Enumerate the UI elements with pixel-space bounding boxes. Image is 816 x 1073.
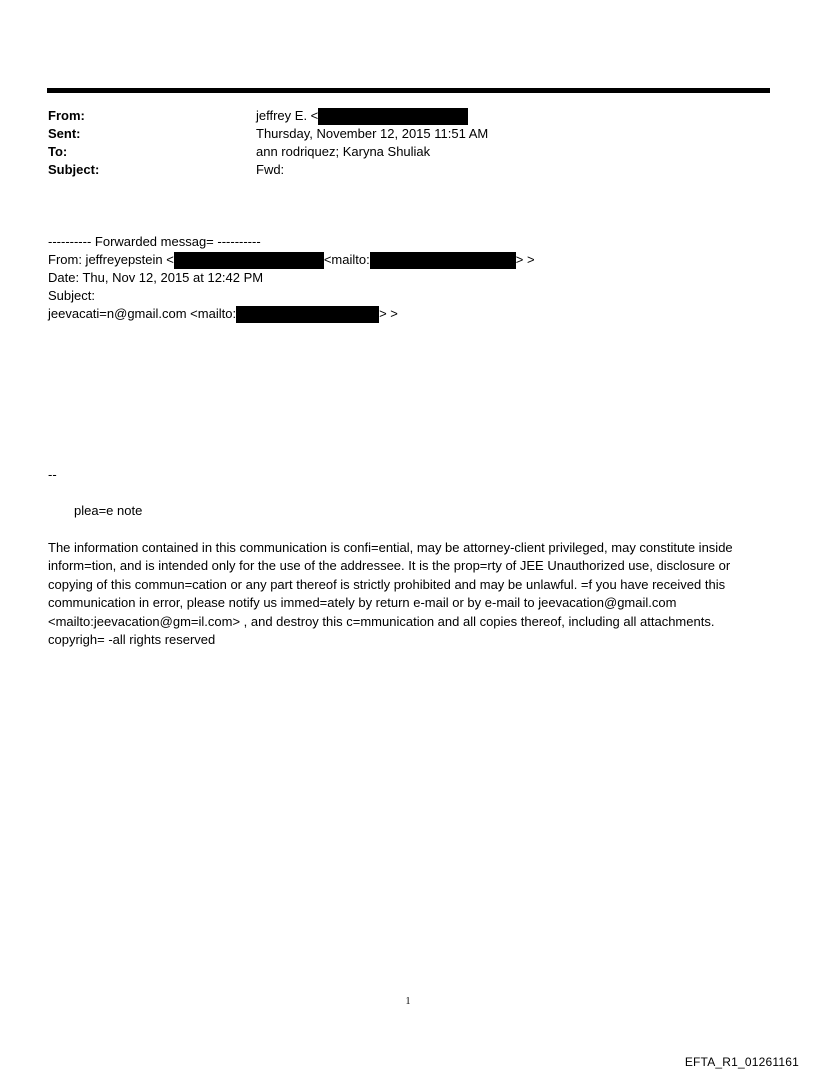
sent-label: Sent: (48, 126, 81, 141)
redaction-box (236, 306, 379, 323)
document-id: EFTA_R1_01261161 (684, 1055, 799, 1069)
redaction-box (318, 108, 468, 125)
signature-note: plea=e note (74, 503, 143, 518)
forward-from-line (48, 251, 535, 269)
forward-subject-line: Subject: (48, 288, 95, 303)
forward-separator: ---------- Forwarded messag= ---------- (48, 234, 261, 249)
from-label: From: (48, 108, 85, 123)
forward-email-close: > > (379, 306, 398, 321)
forward-email-line (48, 305, 398, 323)
forward-close-brackets: > > (515, 252, 535, 267)
subject-label: Subject: (48, 162, 100, 177)
redaction-box (174, 252, 324, 269)
forward-date-line: Date: Thu, Nov 12, 2015 at 12:42 PM (48, 270, 264, 285)
from-value (256, 107, 468, 125)
from-value-text: jeffrey E. < (256, 108, 319, 123)
sent-value: Thursday, November 12, 2015 11:51 AM (256, 126, 489, 141)
forward-mailto-text: <mailto: (323, 252, 370, 267)
to-value: ann rodriquez; Karyna Shuliak (256, 144, 431, 159)
page-number: 1 (405, 996, 411, 1007)
forward-email-prefix: jeevacati=n@gmail.com <mailto: (48, 306, 237, 321)
forward-from-prefix: From: jeffreyepstein < (48, 252, 174, 267)
disclaimer-paragraph: The information contained in this communication is confi=ential, may be attorney-client privileged, may constitute inside inform=tion, and is intended only for the use of the addressee. It is the prop=rty of JEE Unauthorized use, disclosure or copying of this commun=cation or any part thereof is strictly prohibited and may be unlawful. =f you have received this communication in error, please notify us immed=ately by return e-mail or by e-mail to jeevacation@gmail.com <mailto:jeevacation@gm=il.com> , and destroy this c=mmunication and all copies thereof, including all attachments. copyrigh= -all rights reserved (48, 540, 733, 648)
redaction-box (370, 252, 516, 269)
subject-value: Fwd: (256, 162, 285, 177)
to-label: To: (48, 144, 68, 159)
header-rule (47, 88, 770, 93)
signature-dashes: -- (48, 467, 57, 482)
